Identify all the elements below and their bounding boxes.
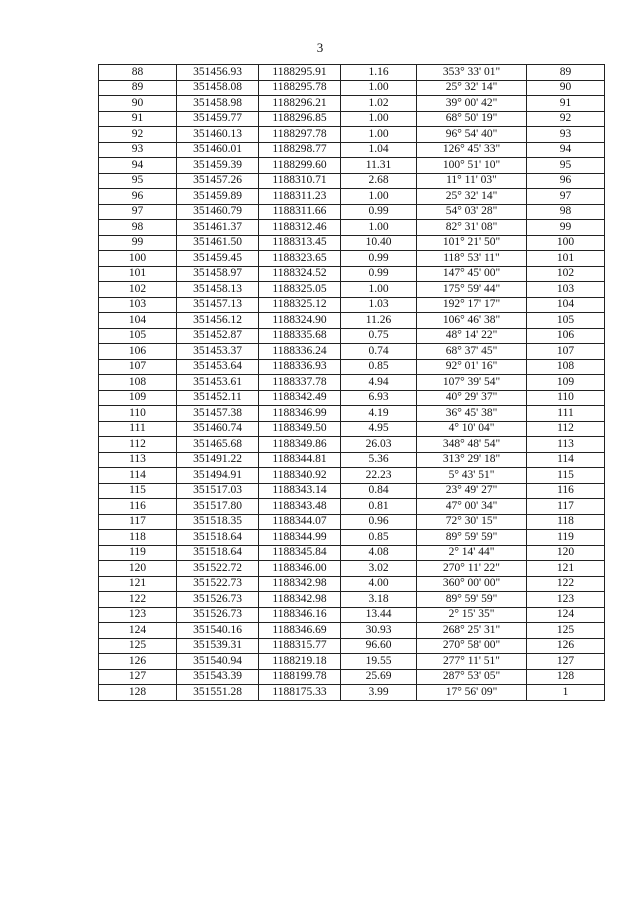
next-point-cell: 118 [527,514,605,530]
table-row [99,623,605,639]
distance-cell: 0.96 [341,514,417,530]
y-coordinate-cell: 1188342.98 [259,576,341,592]
next-point-cell: 92 [527,111,605,127]
distance-cell: 1.00 [341,127,417,143]
distance-cell: 4.95 [341,421,417,437]
point-number-cell: 90 [99,96,177,112]
point-number-cell: 121 [99,576,177,592]
point-number-cell: 115 [99,483,177,499]
table-row [99,313,605,329]
y-coordinate-cell: 1188342.49 [259,390,341,406]
bearing-cell: 40° 29' 37" [417,390,527,406]
table-row [99,251,605,267]
distance-cell: 1.00 [341,80,417,96]
bearing-cell: 54° 03' 28" [417,204,527,220]
x-coordinate-cell: 351540.94 [177,654,259,670]
table-row [99,375,605,391]
point-number-cell: 101 [99,266,177,282]
point-number-cell: 88 [99,65,177,81]
table-row [99,669,605,685]
next-point-cell: 1 [527,685,605,701]
bearing-cell: 147° 45' 00" [417,266,527,282]
table-row [99,96,605,112]
y-coordinate-cell: 1188295.91 [259,65,341,81]
bearing-cell: 360° 00' 00" [417,576,527,592]
y-coordinate-cell: 1188346.00 [259,561,341,577]
next-point-cell: 91 [527,96,605,112]
page-number: 3 [316,40,324,55]
bearing-cell: 287° 53' 05" [417,669,527,685]
next-point-cell: 106 [527,328,605,344]
table-row [99,158,605,174]
y-coordinate-cell: 1188346.99 [259,406,341,422]
next-point-cell: 112 [527,421,605,437]
next-point-cell: 109 [527,375,605,391]
x-coordinate-cell: 351522.73 [177,576,259,592]
bearing-cell: 4° 10' 04" [417,421,527,437]
table-row [99,576,605,592]
y-coordinate-cell: 1188199.78 [259,669,341,685]
y-coordinate-cell: 1188344.81 [259,452,341,468]
next-point-cell: 110 [527,390,605,406]
x-coordinate-cell: 351458.98 [177,96,259,112]
distance-cell: 1.00 [341,189,417,205]
table-row [99,421,605,437]
y-coordinate-cell: 1188311.23 [259,189,341,205]
x-coordinate-cell: 351461.50 [177,235,259,251]
point-number-cell: 92 [99,127,177,143]
x-coordinate-cell: 351460.74 [177,421,259,437]
distance-cell: 1.03 [341,297,417,313]
point-number-cell: 110 [99,406,177,422]
table-row [99,297,605,313]
bearing-cell: 270° 11' 22" [417,561,527,577]
distance-cell: 11.26 [341,313,417,329]
x-coordinate-cell: 351543.39 [177,669,259,685]
table-row [99,127,605,143]
table-row [99,406,605,422]
point-number-cell: 89 [99,80,177,96]
table-row [99,607,605,623]
next-point-cell: 97 [527,189,605,205]
next-point-cell: 111 [527,406,605,422]
bearing-cell: 17° 56' 09" [417,685,527,701]
next-point-cell: 102 [527,266,605,282]
next-point-cell: 96 [527,173,605,189]
next-point-cell: 104 [527,297,605,313]
y-coordinate-cell: 1188335.68 [259,328,341,344]
table-row [99,220,605,236]
y-coordinate-cell: 1188324.52 [259,266,341,282]
table-row [99,499,605,515]
bearing-cell: 92° 01' 16" [417,359,527,375]
point-number-cell: 95 [99,173,177,189]
point-number-cell: 114 [99,468,177,484]
y-coordinate-cell: 1188298.77 [259,142,341,158]
y-coordinate-cell: 1188344.07 [259,514,341,530]
point-number-cell: 102 [99,282,177,298]
point-number-cell: 118 [99,530,177,546]
next-point-cell: 115 [527,468,605,484]
y-coordinate-cell: 1188336.93 [259,359,341,375]
y-coordinate-cell: 1188336.24 [259,344,341,360]
bearing-cell: 36° 45' 38" [417,406,527,422]
y-coordinate-cell: 1188325.05 [259,282,341,298]
bearing-cell: 270° 58' 00" [417,638,527,654]
bearing-cell: 348° 48' 54" [417,437,527,453]
x-coordinate-cell: 351459.89 [177,189,259,205]
y-coordinate-cell: 1188219.18 [259,654,341,670]
y-coordinate-cell: 1188310.71 [259,173,341,189]
point-number-cell: 107 [99,359,177,375]
table-row [99,654,605,670]
y-coordinate-cell: 1188346.69 [259,623,341,639]
y-coordinate-cell: 1188297.78 [259,127,341,143]
x-coordinate-cell: 351456.93 [177,65,259,81]
next-point-cell: 103 [527,282,605,298]
y-coordinate-cell: 1188343.48 [259,499,341,515]
point-number-cell: 111 [99,421,177,437]
bearing-cell: 277° 11' 51" [417,654,527,670]
point-number-cell: 116 [99,499,177,515]
bearing-cell: 39° 00' 42" [417,96,527,112]
point-number-cell: 128 [99,685,177,701]
table-row [99,65,605,81]
y-coordinate-cell: 1188337.78 [259,375,341,391]
x-coordinate-cell: 351453.64 [177,359,259,375]
table-row [99,344,605,360]
distance-cell: 6.93 [341,390,417,406]
table-row [99,530,605,546]
point-number-cell: 97 [99,204,177,220]
x-coordinate-cell: 351517.80 [177,499,259,515]
x-coordinate-cell: 351459.77 [177,111,259,127]
point-number-cell: 119 [99,545,177,561]
next-point-cell: 116 [527,483,605,499]
distance-cell: 0.75 [341,328,417,344]
x-coordinate-cell: 351459.45 [177,251,259,267]
bearing-cell: 192° 17' 17" [417,297,527,313]
bearing-cell: 107° 39' 54" [417,375,527,391]
y-coordinate-cell: 1188349.86 [259,437,341,453]
distance-cell: 3.99 [341,685,417,701]
next-point-cell: 124 [527,607,605,623]
bearing-cell: 101° 21' 50" [417,235,527,251]
x-coordinate-cell: 351460.13 [177,127,259,143]
x-coordinate-cell: 351452.11 [177,390,259,406]
x-coordinate-cell: 351459.39 [177,158,259,174]
point-number-cell: 100 [99,251,177,267]
next-point-cell: 89 [527,65,605,81]
bearing-cell: 106° 46' 38" [417,313,527,329]
next-point-cell: 108 [527,359,605,375]
x-coordinate-cell: 351465.68 [177,437,259,453]
distance-cell: 11.31 [341,158,417,174]
point-number-cell: 98 [99,220,177,236]
x-coordinate-cell: 351452.87 [177,328,259,344]
y-coordinate-cell: 1188313.45 [259,235,341,251]
distance-cell: 0.74 [341,344,417,360]
bearing-cell: 313° 29' 18" [417,452,527,468]
y-coordinate-cell: 1188315.77 [259,638,341,654]
bearing-cell: 68° 37' 45" [417,344,527,360]
x-coordinate-cell: 351518.64 [177,530,259,546]
point-number-cell: 125 [99,638,177,654]
x-coordinate-cell: 351456.12 [177,313,259,329]
bearing-cell: 5° 43' 51" [417,468,527,484]
distance-cell: 13.44 [341,607,417,623]
coordinates-table [98,64,605,701]
table-row [99,328,605,344]
next-point-cell: 121 [527,561,605,577]
distance-cell: 3.02 [341,561,417,577]
point-number-cell: 99 [99,235,177,251]
x-coordinate-cell: 351460.01 [177,142,259,158]
distance-cell: 96.60 [341,638,417,654]
point-number-cell: 96 [99,189,177,205]
next-point-cell: 125 [527,623,605,639]
distance-cell: 0.84 [341,483,417,499]
point-number-cell: 109 [99,390,177,406]
x-coordinate-cell: 351457.38 [177,406,259,422]
bearing-cell: 82° 31' 08" [417,220,527,236]
next-point-cell: 94 [527,142,605,158]
next-point-cell: 128 [527,669,605,685]
bearing-cell: 47° 00' 34" [417,499,527,515]
table-row [99,204,605,220]
bearing-cell: 2° 15' 35" [417,607,527,623]
point-number-cell: 123 [99,607,177,623]
table-row [99,189,605,205]
bearing-cell: 11° 11' 03" [417,173,527,189]
distance-cell: 1.00 [341,220,417,236]
distance-cell: 1.04 [341,142,417,158]
table-row [99,561,605,577]
bearing-cell: 118° 53' 11" [417,251,527,267]
bearing-cell: 48° 14' 22" [417,328,527,344]
table-row [99,592,605,608]
table-row [99,235,605,251]
x-coordinate-cell: 351457.13 [177,297,259,313]
table-body [99,65,605,701]
point-number-cell: 105 [99,328,177,344]
bearing-cell: 100° 51' 10" [417,158,527,174]
table-row [99,452,605,468]
y-coordinate-cell: 1188323.65 [259,251,341,267]
bearing-cell: 2° 14' 44" [417,545,527,561]
x-coordinate-cell: 351518.64 [177,545,259,561]
x-coordinate-cell: 351453.37 [177,344,259,360]
table-row [99,468,605,484]
point-number-cell: 122 [99,592,177,608]
next-point-cell: 95 [527,158,605,174]
y-coordinate-cell: 1188295.78 [259,80,341,96]
distance-cell: 1.16 [341,65,417,81]
y-coordinate-cell: 1188343.14 [259,483,341,499]
next-point-cell: 126 [527,638,605,654]
bearing-cell: 268° 25' 31" [417,623,527,639]
distance-cell: 4.08 [341,545,417,561]
distance-cell: 0.99 [341,266,417,282]
bearing-cell: 72° 30' 15" [417,514,527,530]
distance-cell: 3.18 [341,592,417,608]
next-point-cell: 107 [527,344,605,360]
distance-cell: 4.94 [341,375,417,391]
distance-cell: 4.00 [341,576,417,592]
x-coordinate-cell: 351491.22 [177,452,259,468]
table-row [99,390,605,406]
bearing-cell: 89° 59' 59" [417,592,527,608]
next-point-cell: 99 [527,220,605,236]
distance-cell: 0.99 [341,251,417,267]
point-number-cell: 112 [99,437,177,453]
bearing-cell: 353° 33' 01" [417,65,527,81]
bearing-cell: 25° 32' 14" [417,80,527,96]
next-point-cell: 123 [527,592,605,608]
next-point-cell: 114 [527,452,605,468]
distance-cell: 1.02 [341,96,417,112]
y-coordinate-cell: 1188346.16 [259,607,341,623]
distance-cell: 1.00 [341,111,417,127]
y-coordinate-cell: 1188311.66 [259,204,341,220]
x-coordinate-cell: 351517.03 [177,483,259,499]
x-coordinate-cell: 351526.73 [177,592,259,608]
distance-cell: 0.85 [341,359,417,375]
x-coordinate-cell: 351540.16 [177,623,259,639]
table-row [99,437,605,453]
y-coordinate-cell: 1188340.92 [259,468,341,484]
y-coordinate-cell: 1188296.21 [259,96,341,112]
table-row [99,282,605,298]
point-number-cell: 127 [99,669,177,685]
bearing-cell: 175° 59' 44" [417,282,527,298]
y-coordinate-cell: 1188344.99 [259,530,341,546]
distance-cell: 25.69 [341,669,417,685]
x-coordinate-cell: 351522.72 [177,561,259,577]
table-row [99,483,605,499]
point-number-cell: 91 [99,111,177,127]
table-row [99,111,605,127]
x-coordinate-cell: 351457.26 [177,173,259,189]
distance-cell: 5.36 [341,452,417,468]
bearing-cell: 25° 32' 14" [417,189,527,205]
x-coordinate-cell: 351518.35 [177,514,259,530]
distance-cell: 10.40 [341,235,417,251]
point-number-cell: 104 [99,313,177,329]
bearing-cell: 96° 54' 40" [417,127,527,143]
y-coordinate-cell: 1188345.84 [259,545,341,561]
point-number-cell: 117 [99,514,177,530]
distance-cell: 0.85 [341,530,417,546]
next-point-cell: 113 [527,437,605,453]
x-coordinate-cell: 351461.37 [177,220,259,236]
distance-cell: 4.19 [341,406,417,422]
point-number-cell: 94 [99,158,177,174]
next-point-cell: 120 [527,545,605,561]
next-point-cell: 127 [527,654,605,670]
x-coordinate-cell: 351526.73 [177,607,259,623]
table-row [99,638,605,654]
table-row [99,80,605,96]
y-coordinate-cell: 1188296.85 [259,111,341,127]
y-coordinate-cell: 1188175.33 [259,685,341,701]
point-number-cell: 120 [99,561,177,577]
next-point-cell: 101 [527,251,605,267]
next-point-cell: 117 [527,499,605,515]
table-row [99,359,605,375]
point-number-cell: 113 [99,452,177,468]
bearing-cell: 89° 59' 59" [417,530,527,546]
table-row [99,545,605,561]
next-point-cell: 105 [527,313,605,329]
y-coordinate-cell: 1188312.46 [259,220,341,236]
next-point-cell: 93 [527,127,605,143]
x-coordinate-cell: 351494.91 [177,468,259,484]
point-number-cell: 106 [99,344,177,360]
y-coordinate-cell: 1188349.50 [259,421,341,437]
distance-cell: 0.99 [341,204,417,220]
x-coordinate-cell: 351539.31 [177,638,259,654]
y-coordinate-cell: 1188342.98 [259,592,341,608]
point-number-cell: 108 [99,375,177,391]
x-coordinate-cell: 351453.61 [177,375,259,391]
distance-cell: 0.81 [341,499,417,515]
distance-cell: 19.55 [341,654,417,670]
next-point-cell: 98 [527,204,605,220]
y-coordinate-cell: 1188325.12 [259,297,341,313]
table-row [99,173,605,189]
x-coordinate-cell: 351458.13 [177,282,259,298]
x-coordinate-cell: 351460.79 [177,204,259,220]
x-coordinate-cell: 351458.08 [177,80,259,96]
point-number-cell: 124 [99,623,177,639]
bearing-cell: 126° 45' 33" [417,142,527,158]
y-coordinate-cell: 1188324.90 [259,313,341,329]
point-number-cell: 103 [99,297,177,313]
distance-cell: 1.00 [341,282,417,298]
bearing-cell: 68° 50' 19" [417,111,527,127]
table-row [99,685,605,701]
table-row [99,514,605,530]
distance-cell: 22.23 [341,468,417,484]
table-row [99,142,605,158]
distance-cell: 26.03 [341,437,417,453]
next-point-cell: 100 [527,235,605,251]
bearing-cell: 23° 49' 27" [417,483,527,499]
next-point-cell: 122 [527,576,605,592]
table-row [99,266,605,282]
y-coordinate-cell: 1188299.60 [259,158,341,174]
point-number-cell: 126 [99,654,177,670]
next-point-cell: 119 [527,530,605,546]
x-coordinate-cell: 351551.28 [177,685,259,701]
x-coordinate-cell: 351458.97 [177,266,259,282]
distance-cell: 2.68 [341,173,417,189]
distance-cell: 30.93 [341,623,417,639]
point-number-cell: 93 [99,142,177,158]
next-point-cell: 90 [527,80,605,96]
